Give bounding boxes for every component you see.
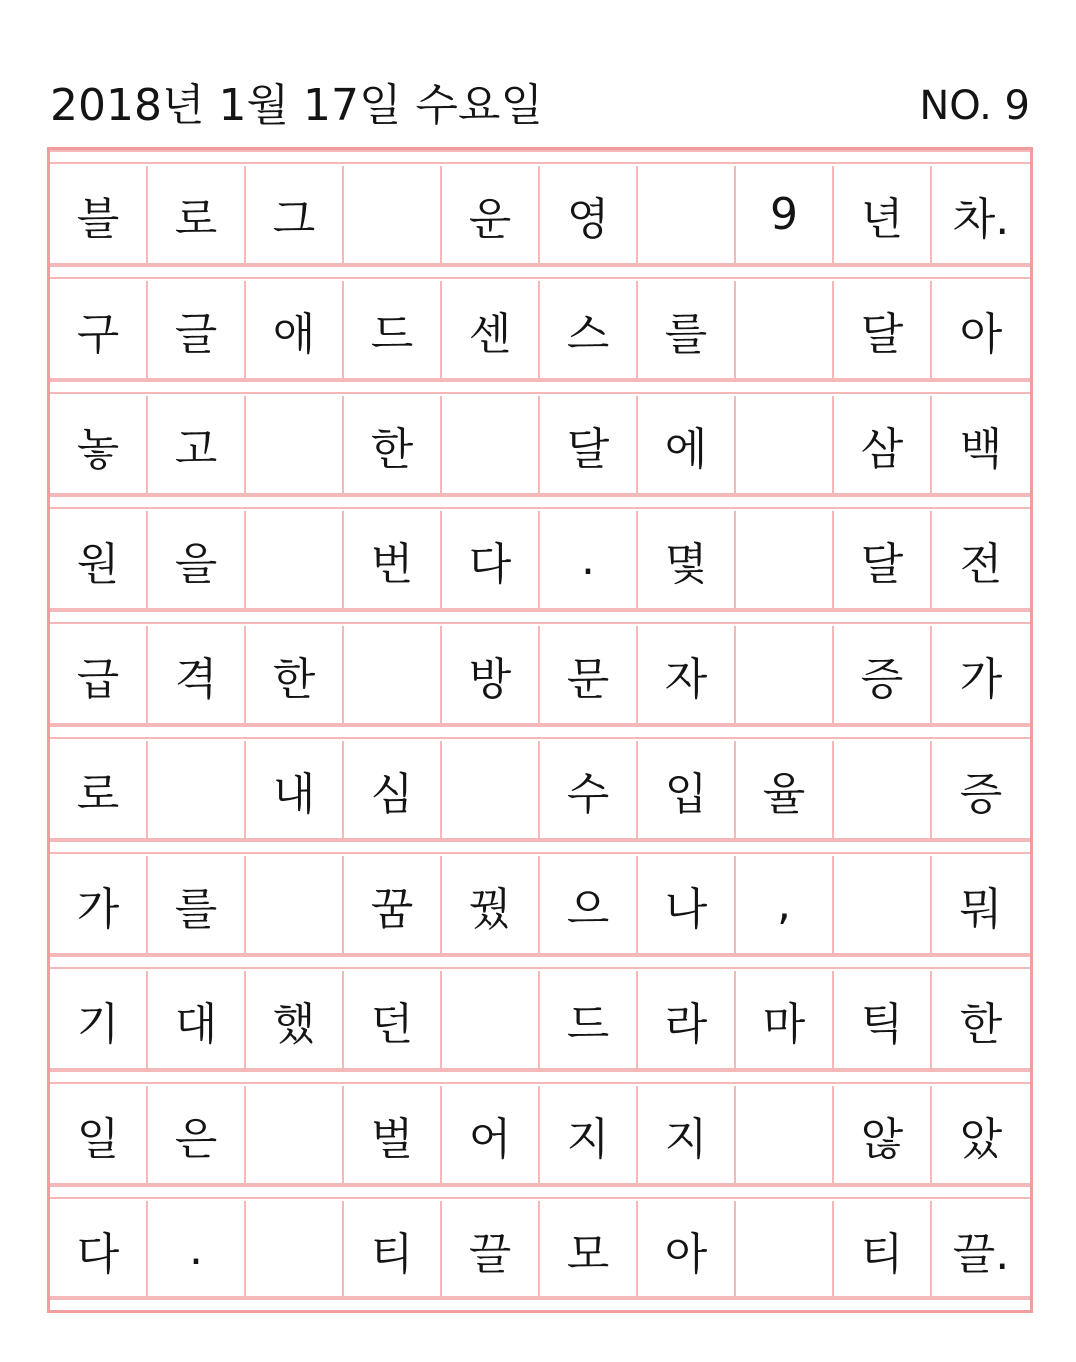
- grid-cell: 벌: [344, 1086, 442, 1185]
- grid-cell: 9: [736, 166, 834, 265]
- grid-cell: [736, 396, 834, 495]
- grid-cell: 모: [540, 1201, 638, 1300]
- grid-cell: 은: [148, 1086, 246, 1185]
- grid-cell: 달: [834, 511, 932, 610]
- grid-cell: [736, 1201, 834, 1300]
- grid-cell: 영: [540, 166, 638, 265]
- grid-cell: 백: [932, 396, 1030, 495]
- grid-cell: 가: [50, 856, 148, 955]
- grid-cell: 했: [246, 971, 344, 1070]
- grid-cell: [736, 626, 834, 725]
- grid-cell: 로: [50, 741, 148, 840]
- grid-cell: 율: [736, 741, 834, 840]
- grid-cell: [442, 396, 540, 495]
- grid-row: [50, 610, 1030, 725]
- grid-cell: [638, 166, 736, 265]
- grid-cell: 아: [932, 281, 1030, 380]
- grid-cell: 지: [540, 1086, 638, 1185]
- grid-cell: 심: [344, 741, 442, 840]
- manuscript-sheet: [47, 147, 1033, 1313]
- grid-cell: 한: [344, 396, 442, 495]
- grid-cell: 전: [932, 511, 1030, 610]
- page-number: NO. 9: [919, 83, 1030, 129]
- grid-cell: [246, 396, 344, 495]
- grid-cell: 가: [932, 626, 1030, 725]
- grid-cell: [246, 1086, 344, 1185]
- grid-cell: 격: [148, 626, 246, 725]
- grid-cell: [834, 741, 932, 840]
- grid-cell: [148, 741, 246, 840]
- grid-cell: 고: [148, 396, 246, 495]
- grid-cell: 끌.: [932, 1201, 1030, 1300]
- grid-row: [50, 1070, 1030, 1185]
- grid-cell: 운: [442, 166, 540, 265]
- grid-cell: 지: [638, 1086, 736, 1185]
- grid-cell: 번: [344, 511, 442, 610]
- grid-cell: 티: [344, 1201, 442, 1300]
- grid-cell: 몇: [638, 511, 736, 610]
- grid-row: [50, 840, 1030, 955]
- grid-cell: 글: [148, 281, 246, 380]
- grid-cell: 한: [246, 626, 344, 725]
- grid-cell: 센: [442, 281, 540, 380]
- grid-cell: [246, 1201, 344, 1300]
- grid-cell: 에: [638, 396, 736, 495]
- grid-cell: .: [540, 511, 638, 610]
- grid-cell: 꿨: [442, 856, 540, 955]
- grid-cell: 증: [932, 741, 1030, 840]
- grid-row: [50, 955, 1030, 1070]
- grid-cell: 로: [148, 166, 246, 265]
- grid-cell: 티: [834, 1201, 932, 1300]
- grid-cell: 라: [638, 971, 736, 1070]
- grid-row: [50, 1185, 1030, 1300]
- grid-cell: 년: [834, 166, 932, 265]
- grid-cell: 자: [638, 626, 736, 725]
- grid-cell: 나: [638, 856, 736, 955]
- grid-cell: [736, 511, 834, 610]
- grid-bottom-band: [50, 1296, 1030, 1310]
- grid-cell: [442, 741, 540, 840]
- grid-cell: 틱: [834, 971, 932, 1070]
- grid-cell: 입: [638, 741, 736, 840]
- grid-cell: 스: [540, 281, 638, 380]
- grid-cell: 달: [834, 281, 932, 380]
- grid-cell: [442, 971, 540, 1070]
- grid-row: [50, 495, 1030, 610]
- grid-cell: 애: [246, 281, 344, 380]
- grid-cell: 드: [344, 281, 442, 380]
- grid-cell: 차.: [932, 166, 1030, 265]
- grid-cell: 뭐: [932, 856, 1030, 955]
- grid-cell: 마: [736, 971, 834, 1070]
- grid-cell: 증: [834, 626, 932, 725]
- grid-cell: 놓: [50, 396, 148, 495]
- grid-cell: [246, 856, 344, 955]
- grid-cell: 를: [148, 856, 246, 955]
- grid-row: [50, 265, 1030, 380]
- grid-cell: [344, 166, 442, 265]
- grid-row: [50, 380, 1030, 495]
- grid-cell: 한: [932, 971, 1030, 1070]
- grid-cell: 구: [50, 281, 148, 380]
- grid-cell: [246, 511, 344, 610]
- grid-cell: 내: [246, 741, 344, 840]
- grid-cell: [344, 626, 442, 725]
- grid-cell: 꿈: [344, 856, 442, 955]
- grid-cell: 급: [50, 626, 148, 725]
- grid-cell: 드: [540, 971, 638, 1070]
- grid-cell: 삼: [834, 396, 932, 495]
- grid-cell: 문: [540, 626, 638, 725]
- grid-cell: 그: [246, 166, 344, 265]
- grid-cell: [834, 856, 932, 955]
- grid-cell: 다: [442, 511, 540, 610]
- grid-cell: 않: [834, 1086, 932, 1185]
- grid-cell: 끌: [442, 1201, 540, 1300]
- grid-cell: 방: [442, 626, 540, 725]
- grid-cell: 수: [540, 741, 638, 840]
- manuscript-grid: [50, 150, 1030, 1310]
- grid-cell: 았: [932, 1086, 1030, 1185]
- grid-cell: 대: [148, 971, 246, 1070]
- grid-cell: 으: [540, 856, 638, 955]
- grid-cell: 블: [50, 166, 148, 265]
- grid-cell: 원: [50, 511, 148, 610]
- grid-cell: 달: [540, 396, 638, 495]
- diary-date: 2018년 1월 17일 수요일: [50, 80, 543, 131]
- grid-cell: 기: [50, 971, 148, 1070]
- grid-cell: 을: [148, 511, 246, 610]
- grid-row: [50, 725, 1030, 840]
- grid-cell: ,: [736, 856, 834, 955]
- grid-cell: 아: [638, 1201, 736, 1300]
- grid-cell: 다: [50, 1201, 148, 1300]
- grid-cell: 어: [442, 1086, 540, 1185]
- grid-row: [50, 150, 1030, 265]
- grid-cell: [736, 1086, 834, 1185]
- grid-cell: 를: [638, 281, 736, 380]
- grid-cell: 던: [344, 971, 442, 1070]
- grid-cell: .: [148, 1201, 246, 1300]
- grid-cell: 일: [50, 1086, 148, 1185]
- grid-cell: [736, 281, 834, 380]
